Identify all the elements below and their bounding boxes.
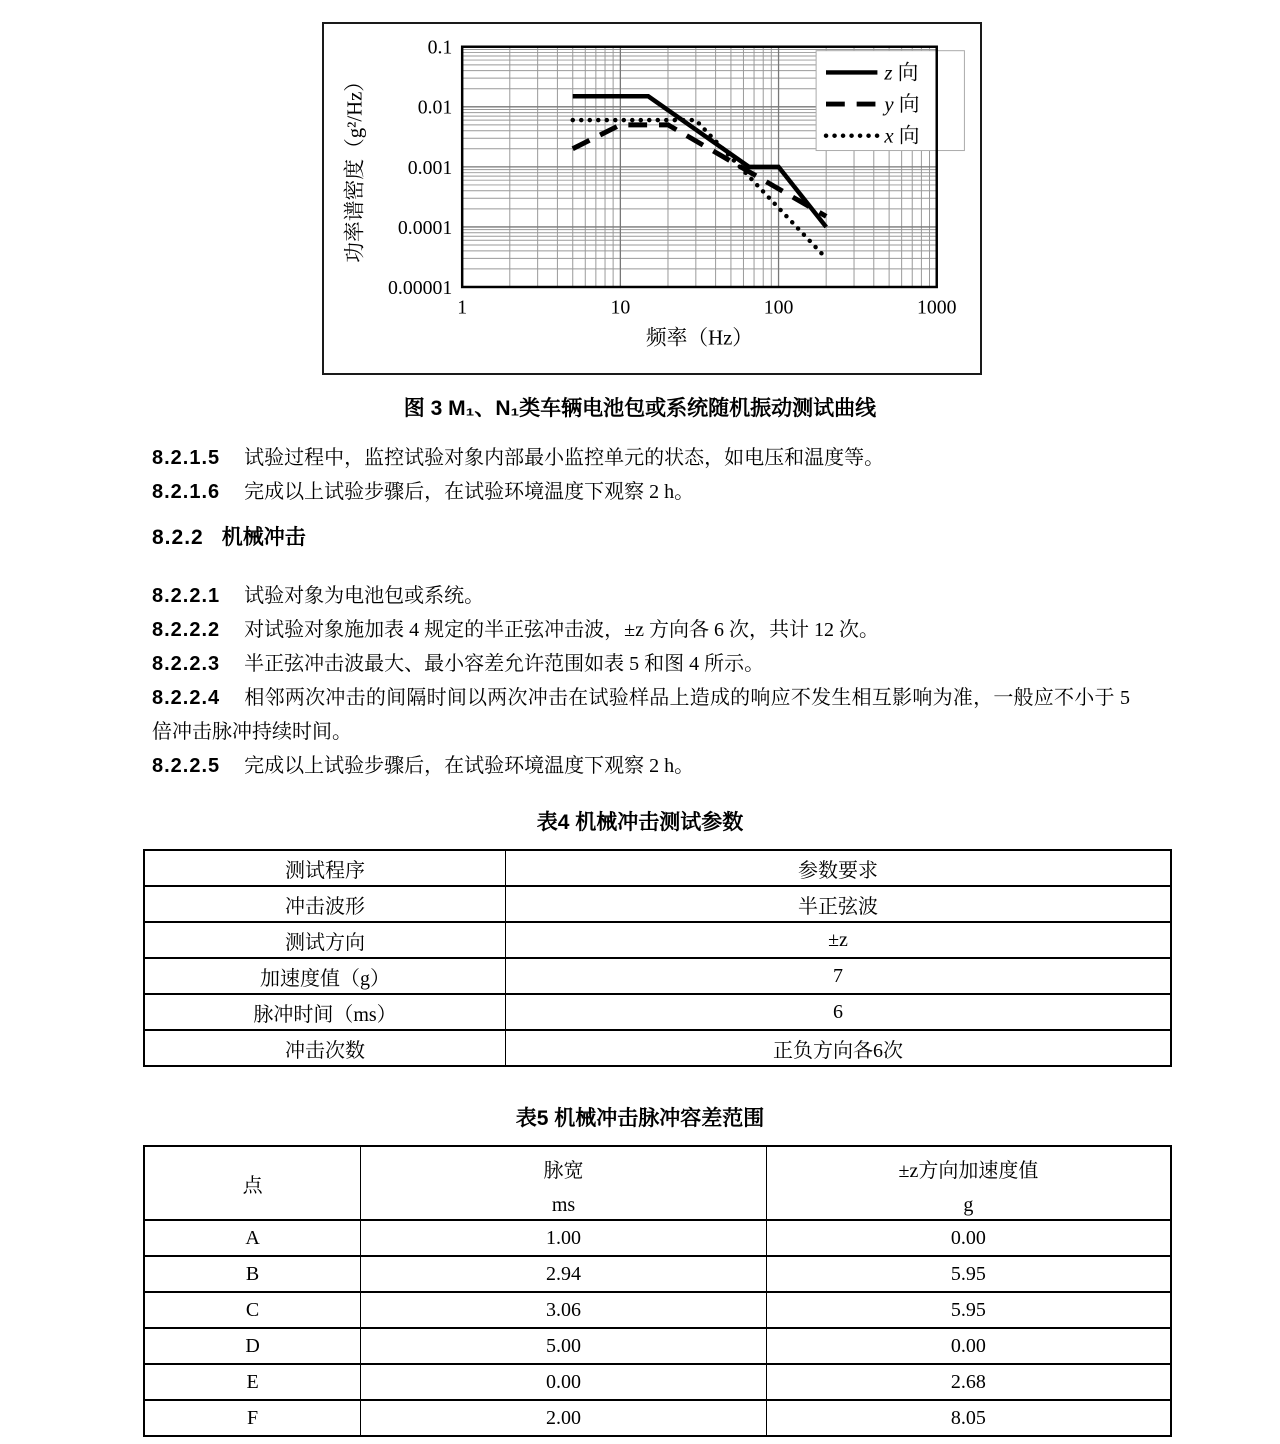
chart-x-axis-label: 频率（Hz） bbox=[645, 327, 754, 350]
clause-text: 试验过程中，监控试验对象内部最小监控单元的状态，如电压和温度等。 bbox=[244, 447, 885, 469]
table5-cell: 5.95 bbox=[766, 1292, 1171, 1328]
table5-header-row bbox=[144, 1146, 1171, 1220]
body-content bbox=[152, 441, 1130, 783]
table5-shock-pulse-tolerance bbox=[143, 1145, 1172, 1437]
table4-cell: 脉冲时间（ms） bbox=[144, 994, 506, 1030]
table4-cell: 6 bbox=[506, 994, 1172, 1030]
table5-cell: E bbox=[144, 1364, 361, 1400]
clause-text: 试验对象为电池包或系统。 bbox=[244, 585, 485, 607]
table5-cell: 2.68 bbox=[766, 1364, 1171, 1400]
table5-cell: 0.00 bbox=[766, 1328, 1171, 1364]
clause-text: 完成以上试验步骤后，在试验环境温度下观察 2 h。 bbox=[244, 755, 695, 777]
table5-cell: 8.05 bbox=[766, 1400, 1171, 1436]
table4-cell: 测试程序 bbox=[144, 850, 506, 886]
chart-y-tick: 0.00001 bbox=[388, 276, 453, 299]
table5-cell: 1.00 bbox=[361, 1220, 767, 1256]
table5-row bbox=[144, 1220, 1171, 1256]
header-text: ±z方向加速度值 bbox=[898, 1160, 1039, 1182]
chart-x-tick: 10 bbox=[610, 296, 631, 319]
clause-8-2-2-3 bbox=[152, 647, 1130, 681]
table5-row bbox=[144, 1292, 1171, 1328]
table5-cell: 5.00 bbox=[361, 1328, 767, 1364]
table5-cell: 0.00 bbox=[361, 1364, 767, 1400]
header-unit: g bbox=[963, 1194, 974, 1216]
clause-number: 8.2.2.5 bbox=[152, 755, 221, 777]
table5-header-pulse-width bbox=[361, 1146, 767, 1220]
chart-legend-label-2: x 向 bbox=[884, 125, 920, 148]
table4-row bbox=[144, 850, 1171, 886]
clause-number: 8.2.2.2 bbox=[152, 619, 221, 641]
clause-number: 8.2.2.3 bbox=[152, 653, 221, 675]
chart-legend-label-0: z 向 bbox=[884, 62, 919, 85]
table5-row bbox=[144, 1256, 1171, 1292]
clause-text: 相邻两次冲击的间隔时间以两次冲击在试验样品上造成的响应不发生相互影响为准，一般应不小于 5 倍冲击脉冲持续时间。 bbox=[152, 687, 1130, 743]
figure-3-caption: 图 3 M₁、N₁类车辆电池包或系统随机振动测试曲线 bbox=[403, 397, 877, 420]
section-title: 机械冲击 bbox=[221, 526, 306, 549]
table4-row bbox=[144, 994, 1171, 1030]
table5-cell: B bbox=[144, 1256, 361, 1292]
chart-y-tick: 0.001 bbox=[407, 156, 453, 179]
chart-x-tick: 100 bbox=[763, 296, 794, 319]
table5-row bbox=[144, 1364, 1171, 1400]
chart-y-axis-label: 功率谱密度（g²/Hz） bbox=[344, 70, 367, 263]
table4-row bbox=[144, 1030, 1171, 1066]
clause-8-2-2-4 bbox=[152, 681, 1130, 749]
clause-8-2-2-2 bbox=[152, 613, 1130, 647]
clause-text: 完成以上试验步骤后，在试验环境温度下观察 2 h。 bbox=[244, 481, 695, 503]
table5-row bbox=[144, 1328, 1171, 1364]
figure-3-box bbox=[322, 22, 982, 375]
table4-cell: 冲击次数 bbox=[144, 1030, 506, 1066]
chart-x-tick: 1000 bbox=[916, 296, 957, 319]
header-text: 脉宽 bbox=[543, 1160, 584, 1182]
clause-group-8-2-1 bbox=[152, 441, 1130, 509]
table5-title: 表5 机械冲击脉冲容差范围 bbox=[515, 1107, 765, 1130]
clause-number: 8.2.1.5 bbox=[152, 447, 221, 469]
clause-number: 8.2.2.1 bbox=[152, 585, 221, 607]
section-number: 8.2.2 bbox=[152, 526, 204, 549]
table4-cell: 冲击波形 bbox=[144, 886, 506, 922]
table4-row bbox=[144, 958, 1171, 994]
table5-cell: 2.94 bbox=[361, 1256, 767, 1292]
table5-cell: F bbox=[144, 1400, 361, 1436]
chart-x-tick: 1 bbox=[457, 296, 468, 319]
table5-cell: 2.00 bbox=[361, 1400, 767, 1436]
table4-cell: 半正弦波 bbox=[506, 886, 1172, 922]
table5-header-point bbox=[144, 1146, 361, 1220]
clause-8-2-2-5 bbox=[152, 749, 1130, 783]
table4-cell: 参数要求 bbox=[506, 850, 1172, 886]
section-heading-8-2-2 bbox=[152, 523, 1130, 553]
random-vibration-psd-chart bbox=[324, 24, 980, 373]
clause-group-8-2-2 bbox=[152, 579, 1130, 783]
table5-row bbox=[144, 1400, 1171, 1436]
table4-cell: 正负方向各6次 bbox=[506, 1030, 1172, 1066]
table5-cell: 0.00 bbox=[766, 1220, 1171, 1256]
table4-mechanical-shock-parameters bbox=[143, 849, 1172, 1067]
table5-cell: A bbox=[144, 1220, 361, 1256]
header-text: 点 bbox=[242, 1174, 263, 1197]
table4-cell: 测试方向 bbox=[144, 922, 506, 958]
chart-y-tick: 0.1 bbox=[427, 36, 453, 59]
chart-y-tick: 0.01 bbox=[417, 96, 453, 119]
table4-cell: ±z bbox=[506, 922, 1172, 958]
chart-y-tick: 0.0001 bbox=[397, 216, 453, 239]
table5-cell: D bbox=[144, 1328, 361, 1364]
table5-header-acceleration bbox=[766, 1146, 1171, 1220]
table5-cell: 5.95 bbox=[766, 1256, 1171, 1292]
clause-text: 对试验对象施加表 4 规定的半正弦冲击波，±z 方向各 6 次，共计 12 次。 bbox=[244, 619, 880, 641]
header-unit: ms bbox=[551, 1194, 576, 1216]
table4-row bbox=[144, 886, 1171, 922]
clause-text: 半正弦冲击波最大、最小容差允许范围如表 5 和图 4 所示。 bbox=[244, 653, 765, 675]
table4-cell: 加速度值（g） bbox=[144, 958, 506, 994]
chart-legend-label-1: y 向 bbox=[884, 94, 920, 117]
table4-row bbox=[144, 922, 1171, 958]
clause-8-2-1-6 bbox=[152, 475, 1130, 509]
table4-cell: 7 bbox=[506, 958, 1172, 994]
table5-cell: C bbox=[144, 1292, 361, 1328]
clause-number: 8.2.2.4 bbox=[152, 687, 221, 709]
clause-number: 8.2.1.6 bbox=[152, 481, 221, 503]
clause-8-2-1-5 bbox=[152, 441, 1130, 475]
clause-8-2-2-1 bbox=[152, 579, 1130, 613]
table4-title: 表4 机械冲击测试参数 bbox=[536, 811, 744, 834]
table5-cell: 3.06 bbox=[361, 1292, 767, 1328]
